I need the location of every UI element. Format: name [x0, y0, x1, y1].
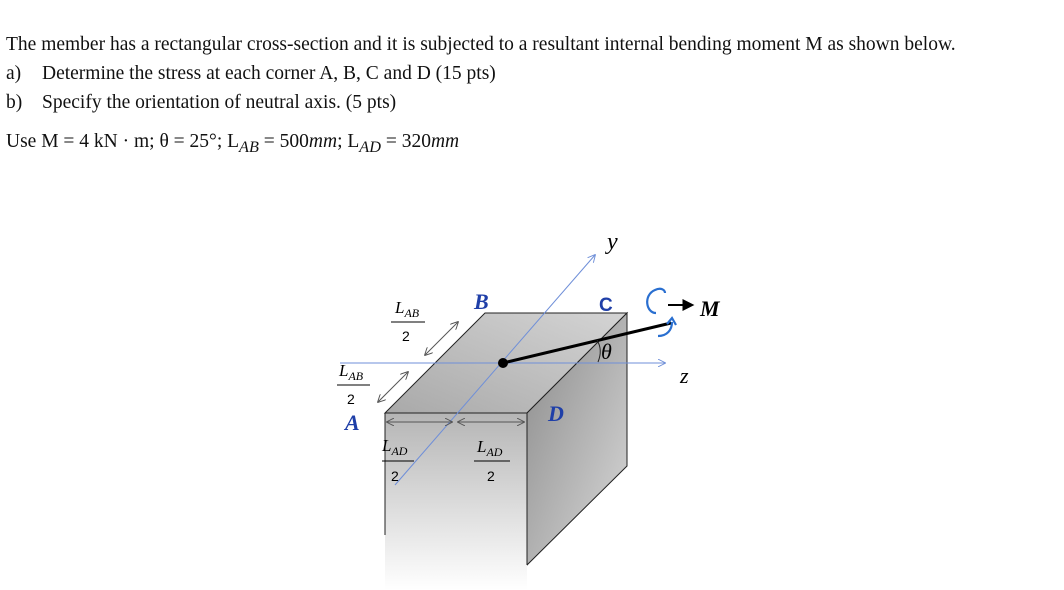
- svg-text:LAB: [394, 298, 420, 320]
- angle-label: θ: [601, 339, 612, 364]
- z-axis-label: z: [680, 363, 689, 388]
- dim-label-ab-lower: [337, 361, 370, 407]
- given-mid: = 500: [258, 131, 309, 152]
- given-sep: ; L: [337, 131, 360, 152]
- item-a-marker: a): [6, 63, 22, 84]
- centroid-dot: [498, 358, 508, 368]
- corner-a-label: A: [345, 410, 360, 435]
- dim-ad-right-den: 2: [487, 468, 495, 484]
- item-a-text: Determine the stress at each corner A, B, C and D (15 pts): [42, 63, 496, 84]
- dim-ab-upper-l: L: [395, 298, 405, 317]
- dim-ad-right-sub: AD: [486, 445, 503, 459]
- corner-c-label: C: [599, 295, 613, 316]
- moment-label: M: [700, 296, 720, 321]
- given-mid-2: = 320: [380, 131, 431, 152]
- item-b-text: Specify the orientation of neutral axis. (5 pts): [42, 92, 397, 113]
- given-sub-ad: AD: [359, 137, 381, 156]
- given-unit-2: mm: [430, 131, 460, 152]
- dim-ad-left-den: 2: [391, 468, 399, 484]
- dim-ab-lower-l: L: [339, 361, 349, 380]
- dim-ad-right-l: L: [477, 437, 487, 456]
- given-sub-ab: AB: [239, 137, 259, 156]
- y-axis-label: y: [607, 229, 618, 255]
- dim-ab-upper-sub: AB: [404, 306, 420, 320]
- corner-b-label: B: [474, 289, 489, 314]
- dim-ab-lower-den: 2: [347, 391, 355, 407]
- given-prefix: Use M = 4 kN · m; θ = 25°; L: [6, 131, 240, 152]
- dim-label-ab-upper: [391, 298, 425, 344]
- dim-ad-left-sub: AD: [391, 444, 408, 458]
- dim-ab-lower-sub: AB: [348, 369, 364, 383]
- rotation-arrow: [647, 289, 665, 313]
- svg-text:LAB: [338, 361, 364, 383]
- dim-ab-upper-den: 2: [402, 328, 410, 344]
- problem-intro: The member has a rectangular cross-section and it is subjected to a resultant internal bending moment M as shown below.: [6, 34, 956, 55]
- item-b-marker: b): [6, 92, 23, 113]
- dim-ad-left-l: L: [382, 436, 392, 455]
- corner-d-label: D: [548, 401, 564, 426]
- block-front-face: [385, 413, 527, 590]
- given-unit-1: mm: [308, 131, 338, 152]
